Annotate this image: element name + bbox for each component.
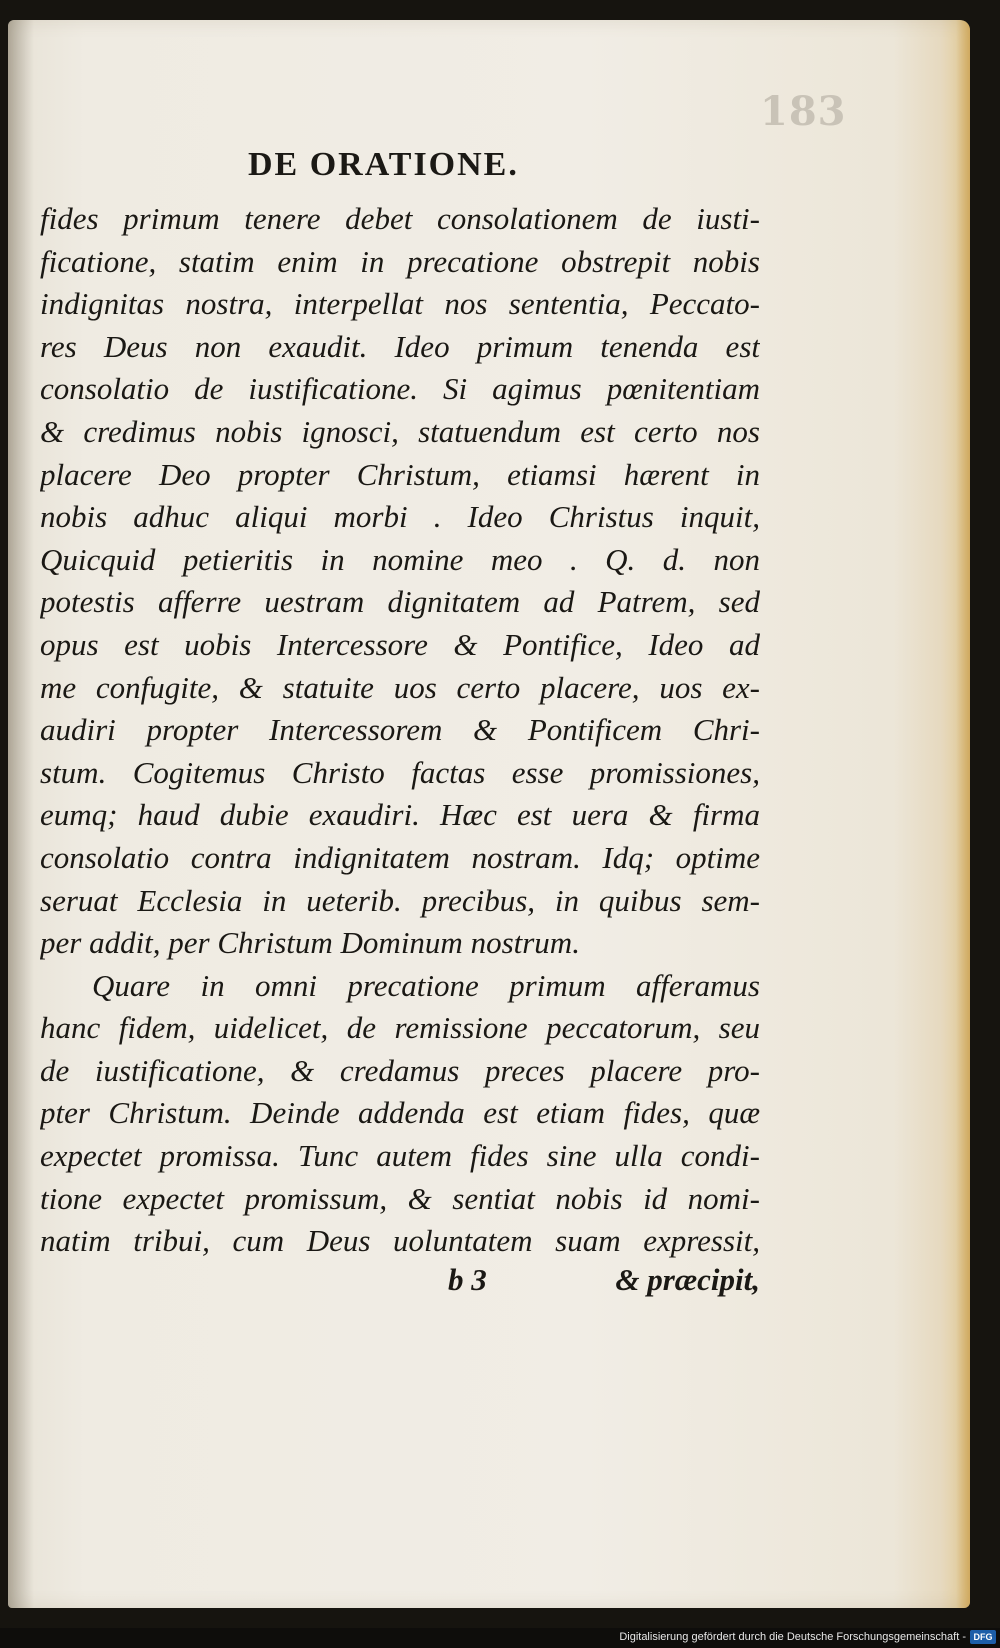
catchword: & præcipit, <box>615 1262 760 1297</box>
text-line: nobis adhuc aliqui morbi . Ideo Christus inquit, <box>40 499 760 535</box>
text-line: tione expectet promissum, & sentiat nobis id nomi- <box>40 1180 760 1216</box>
text-line: consolatio contra indignitatem nostram. Idq; optime <box>40 839 760 875</box>
text-line: seruat Ecclesia in ueterib. precibus, in quibus sem- <box>40 882 760 918</box>
text-line-paragraph-start: Quare in omni precatione primum afferamus <box>92 967 760 1003</box>
page-edge-foxing <box>956 20 970 1608</box>
text-line: audiri propter Intercessorem & Pontificem Chri- <box>40 712 760 748</box>
folio-number: 183 <box>760 88 847 135</box>
body-text <box>40 198 760 1263</box>
text-line: stum. Cogitemus Christo factas esse promissiones, <box>40 754 760 790</box>
text-line: opus est uobis Intercessore & Pontifice, Ideo ad <box>40 626 760 662</box>
dfg-logo-icon: DFG <box>970 1630 996 1644</box>
funding-note: Digitalisierung gefördert durch die Deutsche Forschungsgemeinschaft - <box>619 1631 966 1643</box>
text-line: fides primum tenere debet consolationem de iusti- <box>40 201 760 236</box>
text-line: Quicquid petieritis in nomine meo . Q. d. non <box>40 541 760 577</box>
text-line: natim tribui, cum Deus uoluntatem suam expressit, <box>40 1223 760 1259</box>
text-line: res Deus non exaudit. Ideo primum tenenda est <box>40 328 760 364</box>
text-line: eumq; haud dubie exaudiri. Hæc est uera & firma <box>40 797 760 833</box>
text-line: hanc fidem, uidelicet, de remissione peccatorum, seu <box>40 1010 760 1046</box>
text-line: per addit, per Christum Dominum nostrum. <box>40 925 580 961</box>
text-line: expectet promissa. Tunc autem fides sine ulla condi- <box>40 1138 760 1174</box>
page-foot-row <box>440 1262 760 1306</box>
text-line: consolatio de iustificatione. Si agimus pœnitentiam <box>40 371 760 407</box>
text-line: potestis afferre uestram dignitatem ad Patrem, sed <box>40 584 760 620</box>
text-line: indignitas nostra, interpellat nos sententia, Peccato- <box>40 286 760 322</box>
running-head: DE ORATIONE. <box>248 146 519 183</box>
text-line: de iustificatione, & credamus preces placere pro- <box>40 1052 760 1088</box>
text-line: me confugite, & statuite uos certo placere, uos ex- <box>40 669 760 705</box>
text-line: & credimus nobis ignosci, statuendum est certo nos <box>40 413 760 449</box>
text-line: pter Christum. Deinde addenda est etiam fides, quæ <box>40 1095 760 1131</box>
page-gutter-shadow <box>8 20 34 1608</box>
signature-mark: b 3 <box>448 1262 487 1297</box>
text-line: ficatione, statim enim in precatione obstrepit nobis <box>40 243 760 279</box>
text-line: placere Deo propter Christum, etiamsi hærent in <box>40 456 760 492</box>
